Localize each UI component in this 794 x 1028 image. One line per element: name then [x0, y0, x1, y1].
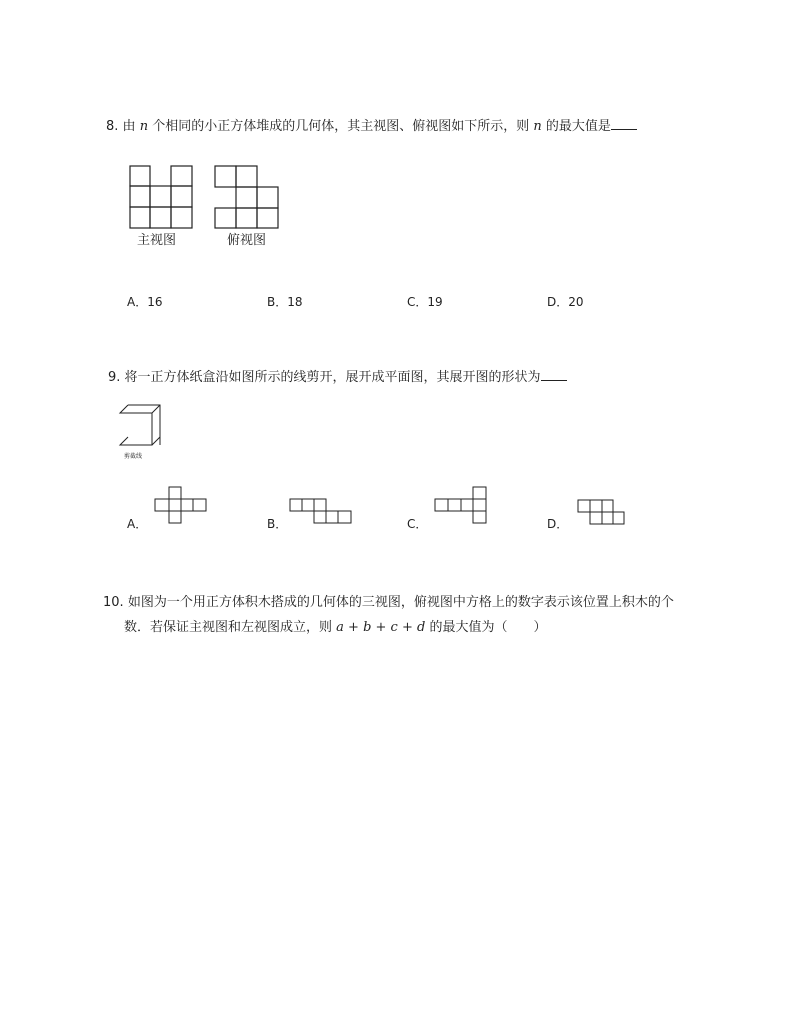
- net-d-figure: [578, 500, 648, 540]
- answer-blank: [541, 368, 567, 381]
- option-value: 18: [287, 295, 303, 309]
- caption-top-view: 俯视图: [227, 233, 267, 248]
- net-c-figure: [435, 487, 505, 527]
- option-label: A．: [127, 517, 148, 531]
- net-option-c[interactable]: [407, 515, 427, 532]
- question-text: 由: [122, 119, 136, 134]
- question-8-stem: [106, 117, 637, 136]
- net-option-b[interactable]: [267, 515, 287, 532]
- option-value: 16: [147, 295, 163, 309]
- question-text: 的最大值为（ ）: [429, 620, 547, 635]
- question-text: 将一正方体纸盒沿如图所示的线剪开，展开成平面图，其展开图的形状为: [124, 370, 541, 385]
- front-view-caption: [137, 231, 197, 249]
- caption-front-view: 主视图: [137, 233, 177, 248]
- option-label: D．: [547, 517, 569, 531]
- net-a-figure: [155, 487, 225, 527]
- net-option-a[interactable]: [127, 515, 147, 532]
- question-10-line-2: [124, 619, 546, 637]
- question-text: 个相同的小正方体堆成的几何体，其主视图、俯视图如下所示，则: [152, 119, 530, 134]
- question-10-line-1: [103, 594, 674, 612]
- top-view-caption: [227, 231, 287, 249]
- variable-n: n: [139, 119, 149, 134]
- option-c[interactable]: [407, 293, 443, 310]
- question-9-stem: [108, 368, 567, 387]
- variable-n: n: [533, 119, 542, 134]
- option-a[interactable]: [127, 293, 163, 310]
- cut-line-label: 剪截线: [124, 453, 143, 460]
- expression-a-b-c-d: a + b + c + d: [336, 620, 426, 635]
- question-number: 9.: [108, 370, 121, 385]
- option-d[interactable]: [547, 293, 584, 310]
- option-label: D．: [547, 295, 569, 309]
- net-option-d[interactable]: [547, 515, 568, 532]
- net-b-figure: [290, 499, 360, 539]
- answer-blank: [611, 117, 637, 130]
- option-label: A．: [127, 295, 148, 309]
- option-label: C．: [407, 517, 428, 531]
- top-view-figure: [215, 166, 285, 236]
- option-value: 19: [427, 295, 443, 309]
- option-label: B．: [267, 295, 288, 309]
- option-label: B．: [267, 517, 288, 531]
- front-view-figure: [130, 166, 200, 236]
- option-value: 20: [568, 295, 584, 309]
- question-number: 8.: [106, 119, 119, 134]
- option-b[interactable]: [267, 293, 303, 310]
- question-text: 数．若保证主视图和左视图成立，则: [124, 620, 333, 635]
- option-label: C．: [407, 295, 428, 309]
- question-text: 的最大值是: [545, 119, 611, 134]
- cube-cut-figure: [118, 405, 168, 465]
- question-number: 10.: [103, 595, 124, 610]
- question-text: 如图为一个用正方体积木搭成的几何体的三视图，俯视图中方格上的数字表示该位置上积木的个: [127, 595, 674, 610]
